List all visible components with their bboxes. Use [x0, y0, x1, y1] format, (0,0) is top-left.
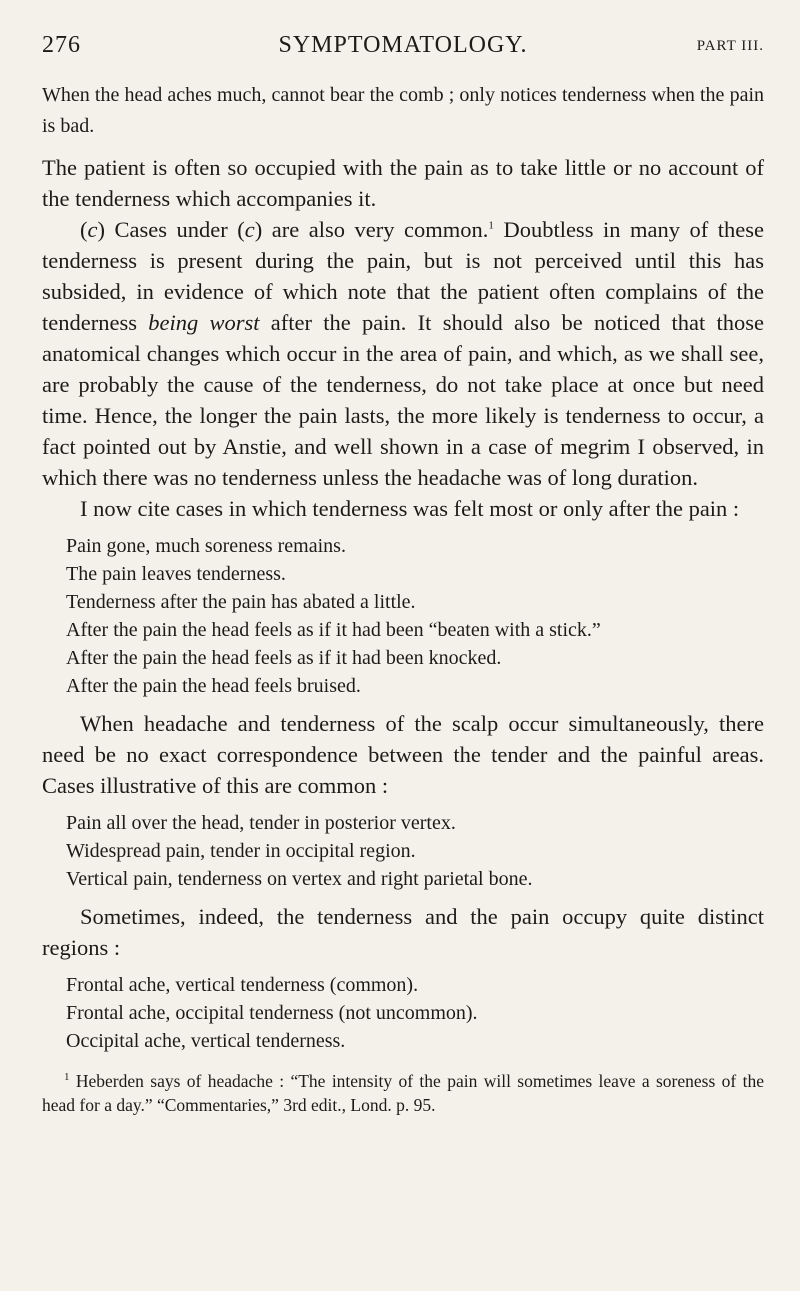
- case-list-after-pain: [66, 532, 764, 700]
- case-item: Pain all over the head, tender in posterior vertex.: [66, 812, 456, 834]
- part-label: PART III.: [696, 38, 764, 54]
- page-body: [42, 80, 764, 1135]
- case-item: Pain gone, much soreness remains.: [66, 535, 346, 557]
- para2-lead: (: [80, 217, 88, 242]
- para2-text-b: after the pain. It should also be noticed that those anatomical changes which occur in the area of pain, and which, as we shall see, are probably the cause of the tenderness, do not take place at once but need time. Hence, the longer the pain lasts, the more likely is tenderness to occur, a fact pointed out by Anstie, and well shown in a case of megrim I observed, in which there was no tenderness unless the headache was of long duration.: [42, 310, 764, 490]
- case-list-distinct-regions: [66, 971, 764, 1055]
- case-item: Widespread pain, tender in occipital region.: [66, 840, 416, 862]
- case-item: Frontal ache, occipital tenderness (not uncommon).: [66, 1002, 478, 1024]
- case-item: After the pain the head feels as if it had been “beaten with a stick.”: [66, 619, 601, 641]
- case-item: After the pain the head feels as if it had been knocked.: [66, 647, 502, 669]
- case-item: The pain leaves tenderness.: [66, 563, 286, 585]
- paragraph-1: The patient is often so occupied with the pain as to take little or no account of the tenderness which accompanies it.: [42, 155, 764, 211]
- running-title: SYMPTOMATOLOGY.: [278, 32, 528, 58]
- para2-mid-1: ) Cases under (: [97, 217, 245, 242]
- paragraph-2: [42, 214, 764, 493]
- paragraph-5: Sometimes, indeed, the tenderness and the pain occupy quite distinct regions :: [42, 904, 764, 960]
- page-header: [42, 30, 764, 62]
- case-item: Frontal ache, vertical tenderness (common).: [66, 974, 419, 996]
- footnote-mark: 1: [64, 1071, 70, 1084]
- case-item: Tenderness after the pain has abated a little.: [66, 591, 416, 613]
- para2-letter-1: c: [87, 217, 98, 242]
- paragraph-4: When headache and tenderness of the scalp occur simultaneously, there need be no exact correspondence between the tender and the painful areas. Cases illustrative of this are common :: [42, 711, 764, 798]
- para2-text-a: Doubtless in many of these tenderness is present during the pain, but is not perceived until this has subsided, in evidence of which note that the patient often complains of the tenderness: [42, 217, 764, 335]
- case-list-simultaneous: [66, 809, 764, 893]
- quote-intro: When the head aches much, cannot bear the comb ; only notices tenderness when the pain is bad.: [42, 84, 764, 137]
- case-item: Occipital ache, vertical tenderness.: [66, 1030, 346, 1052]
- footnote-reference[interactable]: 1: [488, 219, 494, 232]
- paragraph-3: I now cite cases in which tenderness was felt most or only after the pain :: [80, 496, 740, 521]
- para2-mid-2: ) are also very common.: [254, 217, 489, 242]
- case-item: After the pain the head feels bruised.: [66, 675, 361, 697]
- para2-letter-2: c: [244, 217, 255, 242]
- footnote-text: Heberden says of headache : “The intensity of the pain will sometimes leave a soreness of the head for a day.” “Commentaries,” 3rd edit., Lond. p. 95.: [42, 1071, 764, 1115]
- page-number: 276: [42, 32, 81, 58]
- para2-emphasis: being worst: [148, 310, 260, 335]
- case-item: Vertical pain, tenderness on vertex and right parietal bone.: [66, 868, 533, 890]
- footnote: [42, 1069, 764, 1117]
